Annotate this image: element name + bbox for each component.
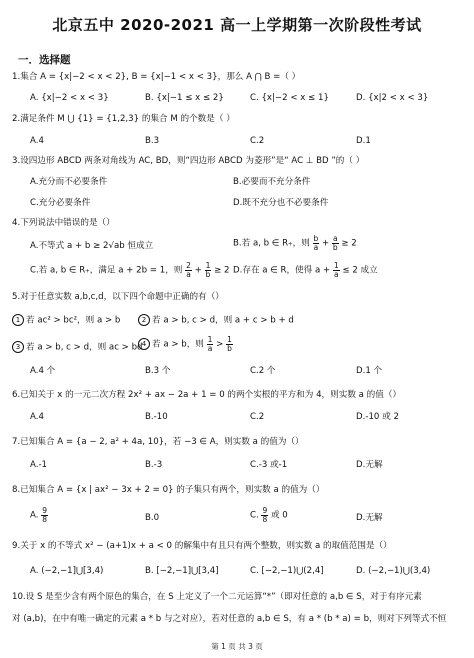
circled-number: 3 [12, 341, 24, 353]
circled-number: 4 [138, 338, 150, 350]
question-8-option-a [30, 507, 48, 523]
question-4-option-a: A.不等式 a + b ≥ 2√ab 恒成立 [30, 241, 154, 251]
question-2-stem: 2.满足条件 M ⋃ {1} = {1,2,3} 的集合 M 的个数是（ ） [12, 114, 235, 124]
fraction [185, 262, 192, 278]
question-10-line-2: 对 (a,b)，在中有唯一确定的元素 a * b 与之对应），若对任意的 a,b ∈ S，有 a * (b * a) = b，则对下列等式不恒 [12, 614, 447, 624]
question-4-option-d-text: D.存在 a ∈ R，使得 a + [233, 265, 331, 276]
question-5-option-a: A.4 个 [30, 366, 56, 376]
proposition-text: 若 a > b，则 [152, 339, 204, 350]
question-5-proposition-2 [138, 314, 294, 326]
question-4-option-c-tail: ≥ 2 [214, 265, 230, 276]
question-6-option-a: A.4 [30, 412, 44, 422]
page-title: 北京五中 2020-2021 高一上学期第一次阶段性考试 [52, 16, 422, 34]
fraction [313, 235, 320, 251]
question-4-option-c-text: C.若 a, b ∈ R₊，满足 a + 2b = 1，则 [30, 265, 183, 276]
question-5-stem: 5.对于任意实数 a,b,c,d，以下四个命题中正确的有（） [12, 292, 224, 302]
fraction-denominator: b [227, 343, 232, 353]
question-7-option-d: D.无解 [356, 460, 383, 470]
fraction [207, 336, 214, 352]
question-4-option-d [233, 262, 378, 278]
fraction-numerator: 9 [42, 506, 47, 515]
question-1-option-c: C. {x|−2 < x ≤ 1} [250, 93, 329, 103]
option-tail: 或 0 [270, 510, 288, 521]
question-8-option-b: B.0 [145, 513, 160, 523]
question-5-option-b: B.3 个 [145, 366, 171, 376]
proposition-text: 若 ac² > bc²，则 a > b [26, 315, 121, 326]
question-4-option-b-tail: ≥ 2 [341, 238, 357, 249]
fraction-denominator: a [186, 269, 191, 279]
fraction-numerator: 1 [207, 335, 213, 344]
option-label: A. [30, 510, 39, 521]
question-9-option-d: D. (−2,−1)⋃(3,4) [356, 566, 431, 576]
question-2-option-a: A.4 [30, 136, 44, 146]
question-1-option-a: A. {x|−2 < x < 3} [30, 93, 109, 103]
fraction-denominator: 8 [42, 514, 47, 524]
fraction-denominator: a [333, 269, 339, 279]
fraction-numerator: 2 [186, 261, 191, 270]
question-7-option-b: B.-3 [145, 460, 163, 470]
question-3-stem: 3.设四边形 ABCD 两条对角线为 AC, BD，则“四边形 ABCD 为菱形”是“ AC ⊥ BD ”的（ ） [12, 156, 365, 166]
question-4-option-d-tail: ≤ 2 成立 [342, 265, 378, 276]
proposition-text: 若 a > b, c > d，则 a + c > b + d [152, 315, 294, 326]
question-8-stem: 8.已知集合 A = {x | ax² − 3x + 2 = 0} 的子集只有两个，则实数 a 的值为（） [12, 485, 325, 495]
fraction [332, 235, 339, 251]
question-7-option-c: C.-3 或-1 [250, 460, 288, 470]
question-7-stem: 7.已知集合 A = {a − 2, a² + 4a, 10}，若 −3 ∈ A，则实数 a 的值为（） [12, 437, 304, 447]
fraction-denominator: b [332, 242, 338, 252]
fraction-numerator: b [313, 234, 319, 243]
question-7-option-a: A.-1 [30, 460, 48, 470]
section-heading: 一．选择题 [18, 54, 71, 66]
question-6-option-d: D.-10 或 2 [356, 412, 399, 422]
page-footer: 第 1 页 共 3 页 [211, 642, 263, 651]
question-9-option-a: A. (−2,−1]⋃[3,4) [30, 566, 104, 576]
fraction [333, 262, 340, 278]
question-2-option-d: D.1 [356, 136, 371, 146]
question-2-option-c: C.2 [250, 136, 265, 146]
fraction-denominator: a [207, 343, 213, 353]
question-4-option-c [30, 262, 230, 278]
fraction-numerator: 1 [205, 261, 211, 270]
question-3-option-d: D.既不充分也不必要条件 [233, 198, 329, 208]
question-4-stem: 4.下列说法中错误的是（） [12, 218, 115, 228]
fraction [226, 336, 233, 352]
question-1-option-b: B. {x|−1 ≤ x ≤ 2} [145, 93, 224, 103]
circled-number: 1 [12, 314, 24, 326]
operator: + [194, 265, 202, 276]
fraction [205, 262, 212, 278]
question-9-option-c: C. [−2,−1)⋃(2,4] [250, 566, 324, 576]
fraction-denominator: b [205, 269, 211, 279]
question-1-option-d: D. {x|2 < x < 3} [356, 93, 429, 103]
fraction-numerator: 1 [333, 261, 339, 270]
fraction-numerator: a [332, 234, 338, 243]
question-3-option-b: B.必要而不充分条件 [233, 177, 311, 187]
question-4-option-b [233, 235, 357, 251]
fraction-numerator: 1 [227, 335, 232, 344]
question-5-proposition-1 [12, 314, 120, 326]
question-9-stem: 9.关于 x 的不等式 x² − (a+1)x + a < 0 的解集中有且只有两个整数，则实数 a 的取值范围是（） [12, 541, 392, 551]
fraction [261, 507, 268, 523]
fraction-denominator: 8 [262, 514, 268, 524]
operator: + [322, 238, 330, 249]
question-9-option-b: B. [−2,−1]⋃[3,4] [145, 566, 219, 576]
question-8-option-d: D.无解 [356, 513, 383, 523]
question-5-option-c: C.2 个 [250, 366, 276, 376]
question-3-option-a: A.充分而不必要条件 [30, 177, 108, 187]
fraction [41, 507, 48, 523]
question-10-line-1: 10.设 S 是至少含有两个原色的集合，在 S 上定义了一个二元运算“*”（即对任意的 a,b ∈ S，对于有序元素 [12, 592, 422, 602]
operator: > [216, 339, 224, 350]
question-6-option-b: B.-10 [145, 412, 168, 422]
option-label: C. [250, 510, 259, 521]
question-5-proposition-3 [12, 341, 143, 353]
question-1-stem: 1.集合 A = {x|−2 < x < 2}, B = {x|−1 < x < 3}，那么 A ⋂ B =（ ） [12, 72, 301, 82]
question-3-option-c: C.充分必要条件 [30, 198, 91, 208]
question-5-proposition-4 [138, 336, 233, 352]
proposition-text: 若 a > b, c > d，则 ac > bd [26, 342, 143, 353]
fraction-numerator: 9 [262, 506, 268, 515]
question-6-option-c: C.2 [250, 412, 265, 422]
question-6-stem: 6.已知关于 x 的一元二次方程 2x² + ax − 2a + 1 = 0 的两个实根的平方和为 4，则实数 a 的值（） [12, 390, 402, 400]
question-5-option-d: D.1 个 [356, 366, 383, 376]
fraction-denominator: a [313, 242, 319, 252]
circled-number: 2 [138, 314, 150, 326]
question-8-option-c [250, 507, 288, 523]
question-4-option-b-text: B.若 a, b ∈ R₊，则 [233, 238, 310, 249]
question-2-option-b: B.3 [145, 136, 160, 146]
